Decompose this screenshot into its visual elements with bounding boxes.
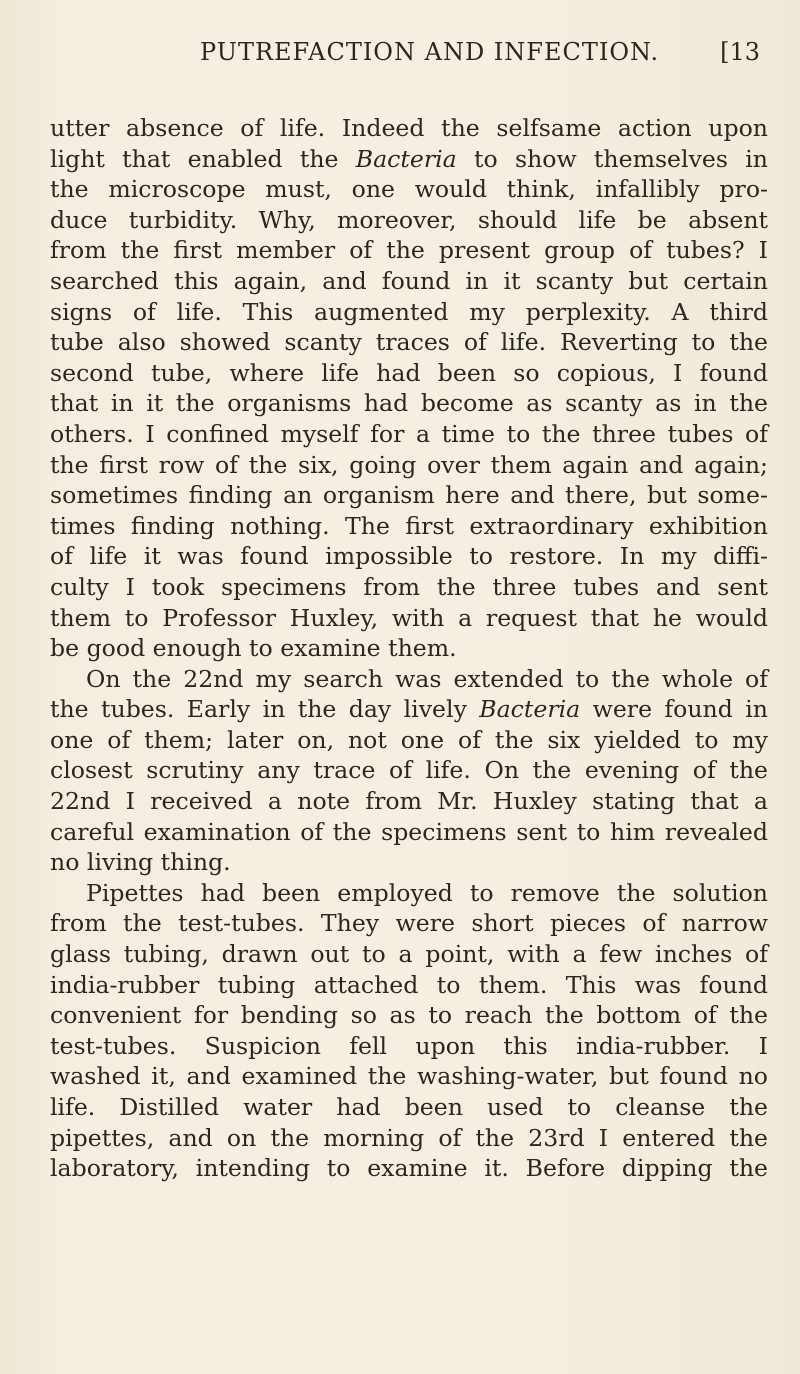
running-header-title: PUTREFACTION AND INFECTION.	[200, 38, 660, 66]
page-number: [13	[720, 38, 760, 66]
text-line: others. I confined myself for a time to the three tubes of	[50, 419, 768, 448]
text-line: washed it, and examined the washing-water, but found no	[50, 1062, 768, 1091]
text-line: light that enabled the Bacteria to show themselves in	[50, 144, 768, 173]
text-line: that in it the organisms had become as scanty as in the	[50, 389, 768, 418]
text-line: one of them; later on, not one of the six yielded to my	[50, 725, 768, 754]
text-line: be good enough to examine them.	[50, 634, 457, 663]
text-line: 22nd I received a note from Mr. Huxley stating that a	[50, 787, 768, 816]
text-line: glass tubing, drawn out to a point, with a few inches of	[50, 940, 768, 969]
text-line: sometimes finding an organism here and there, but some-	[50, 481, 768, 510]
text-line: convenient for bending so as to reach the bottom of the	[50, 1001, 768, 1030]
text-line: utter absence of life. Indeed the selfsame action upon	[50, 114, 768, 142]
text-line: closest scrutiny any trace of life. On the evening of the	[50, 756, 768, 785]
paragraph-1	[50, 113, 768, 664]
text-line: from the test-tubes. They were short pieces of narrow	[50, 909, 768, 938]
text-line: the tubes. Early in the day lively Bacteria were found in	[50, 695, 768, 724]
text-line: times finding nothing. The first extraordinary exhibition	[50, 511, 768, 540]
text-line: india-rubber tubing attached to them. This was found	[50, 970, 768, 999]
text-line: signs of life. This augmented my perplexity. A third	[50, 297, 768, 326]
text-line: of life it was found impossible to restore. In my diffi-	[50, 542, 768, 571]
text-line: the first row of the six, going over them again and again;	[50, 450, 768, 479]
text-line: careful examination of the specimens sent to him revealed	[50, 817, 768, 846]
text-line: culty I took specimens from the three tubes and sent	[50, 572, 768, 601]
text-line: second tube, where life had been so copious, I found	[50, 358, 768, 387]
text-line: them to Professor Huxley, with a request that he would	[50, 603, 768, 632]
text-line: laboratory, intending to examine it. Before dipping the	[50, 1154, 768, 1183]
text-line: life. Distilled water had been used to cleanse the	[50, 1093, 768, 1121]
text-line: test-tubes. Suspicion fell upon this india-rubber. I	[50, 1031, 768, 1060]
text-line: pipettes, and on the morning of the 23rd I entered the	[50, 1123, 768, 1152]
text-line: tube also showed scanty traces of life. Reverting to the	[50, 328, 768, 357]
text-line: On the 22nd my search was extended to the whole of	[86, 664, 768, 693]
running-header	[200, 38, 760, 74]
text-line: Pipettes had been employed to remove the solution	[86, 878, 768, 907]
text-line: the microscope must, one would think, infallibly pro-	[50, 175, 768, 204]
text-line: no living thing.	[50, 848, 231, 877]
text-line: from the first member of the present group of tubes? I	[50, 236, 768, 265]
paragraph-3	[50, 878, 768, 1184]
body-text	[50, 113, 768, 1184]
text-line: duce turbidity. Why, moreover, should life be absent	[50, 205, 768, 234]
paragraph-2	[50, 664, 768, 878]
text-line: searched this again, and found in it scanty but certain	[50, 266, 768, 295]
